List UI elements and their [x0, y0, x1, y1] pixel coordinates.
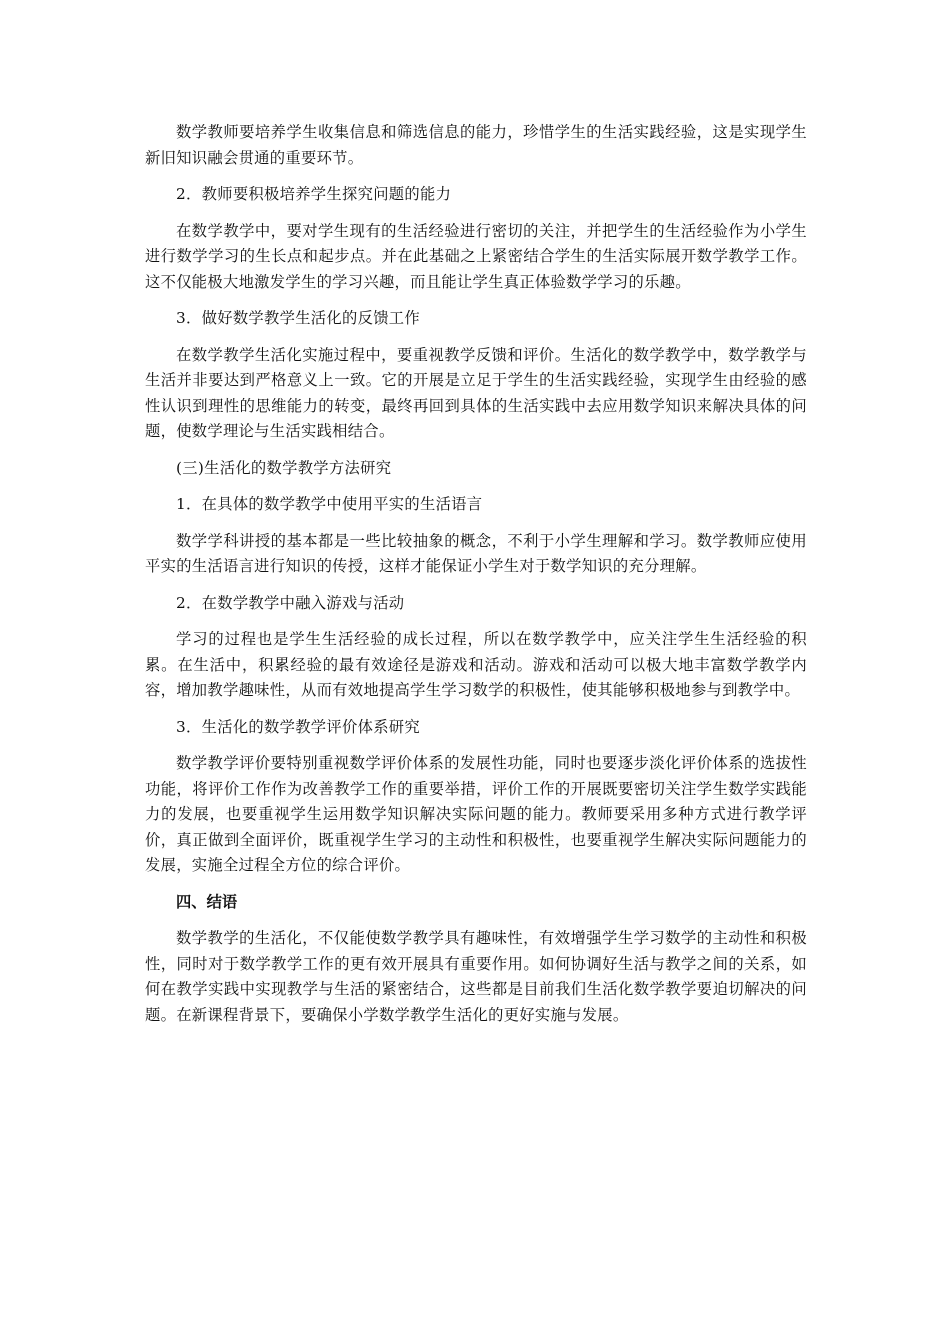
paragraph: 数学教师要培养学生收集信息和筛选信息的能力，珍惜学生的生活实践经验，这是实现学生新旧知识融会贯通的重要环节。: [145, 123, 807, 167]
section-title: 四、结语: [176, 892, 238, 911]
paragraph: 数学教学的生活化，不仅能使数学教学具有趣味性，有效增强学生学习数学的主动性和积极性，同时对于数学教学工作的更有效开展具有重要作用。如何协调好生活与教学之间的关系，如何在教学实践中实现教学与生活的紧密结合，这些都是目前我们生活化数学教学要迫切解决的问题。在新课程背景下，要确保小学数学教学生活化的更好实施与发展。: [145, 929, 807, 1024]
subheading: 1．在具体的数学教学中使用平实的生活语言: [176, 495, 483, 513]
paragraph: 在数学教学中，要对学生现有的生活经验进行密切的关注，并把学生的生活经验作为小学生进行数学学习的生长点和起步点。并在此基础之上紧密结合学生的生活实际展开数学教学工作。这不仅能极大地激发学生的学习兴趣，而且能让学生真正体验数学学习的乐趣。: [145, 221, 807, 291]
subheading: 2．教师要积极培养学生探究问题的能力: [176, 185, 452, 203]
paragraph: 数学教学评价要特别重视数学评价体系的发展性功能，同时也要逐步淡化评价体系的选拔性功能，将评价工作作为改善教学工作的重要举措，评价工作的开展既要密切关注学生数学实践能力的发展，也要重视学生运用数学知识解决实际问题的能力。教师要采用多种方式进行教学评价，真正做到全面评价，既重视学生学习的主动性和积极性，也要重视学生解决实际问题能力的发展，实施全过程全方位的综合评价。: [145, 754, 807, 874]
paragraph: 学习的过程也是学生生活经验的成长过程，所以在数学教学中，应关注学生生活经验的积累。在生活中，积累经验的最有效途径是游戏和活动。游戏和活动可以极大地丰富数学教学内容，增加教学趣味性，从而有效地提高学生学习数学的积极性，使其能够积极地参与到教学中。: [145, 630, 807, 699]
document-page: [145, 120, 807, 1039]
subsection-title: (三)生活化的数学教学方法研究: [176, 458, 392, 477]
paragraph: 在数学教学生活化实施过程中，要重视教学反馈和评价。生活化的数学教学中，数学教学与生活并非要达到严格意义上一致。它的开展是立足于学生的生活实践经验，实现学生由经验的感性认识到理性的思维能力的转变，最终再回到具体的生活实践中去应用数学知识来解决具体的问题，使数学理论与生活实践相结合。: [145, 345, 807, 440]
paragraph: 数学学科讲授的基本都是一些比较抽象的概念，不利于小学生理解和学习。数学教师应使用平实的生活语言进行知识的传授，这样才能保证小学生对于数学知识的充分理解。: [145, 531, 807, 575]
subheading: 3．生活化的数学教学评价体系研究: [176, 717, 420, 736]
subheading: 2．在数学教学中融入游戏与活动: [176, 593, 405, 612]
subheading: 3．做好数学教学生活化的反馈工作: [176, 309, 420, 327]
